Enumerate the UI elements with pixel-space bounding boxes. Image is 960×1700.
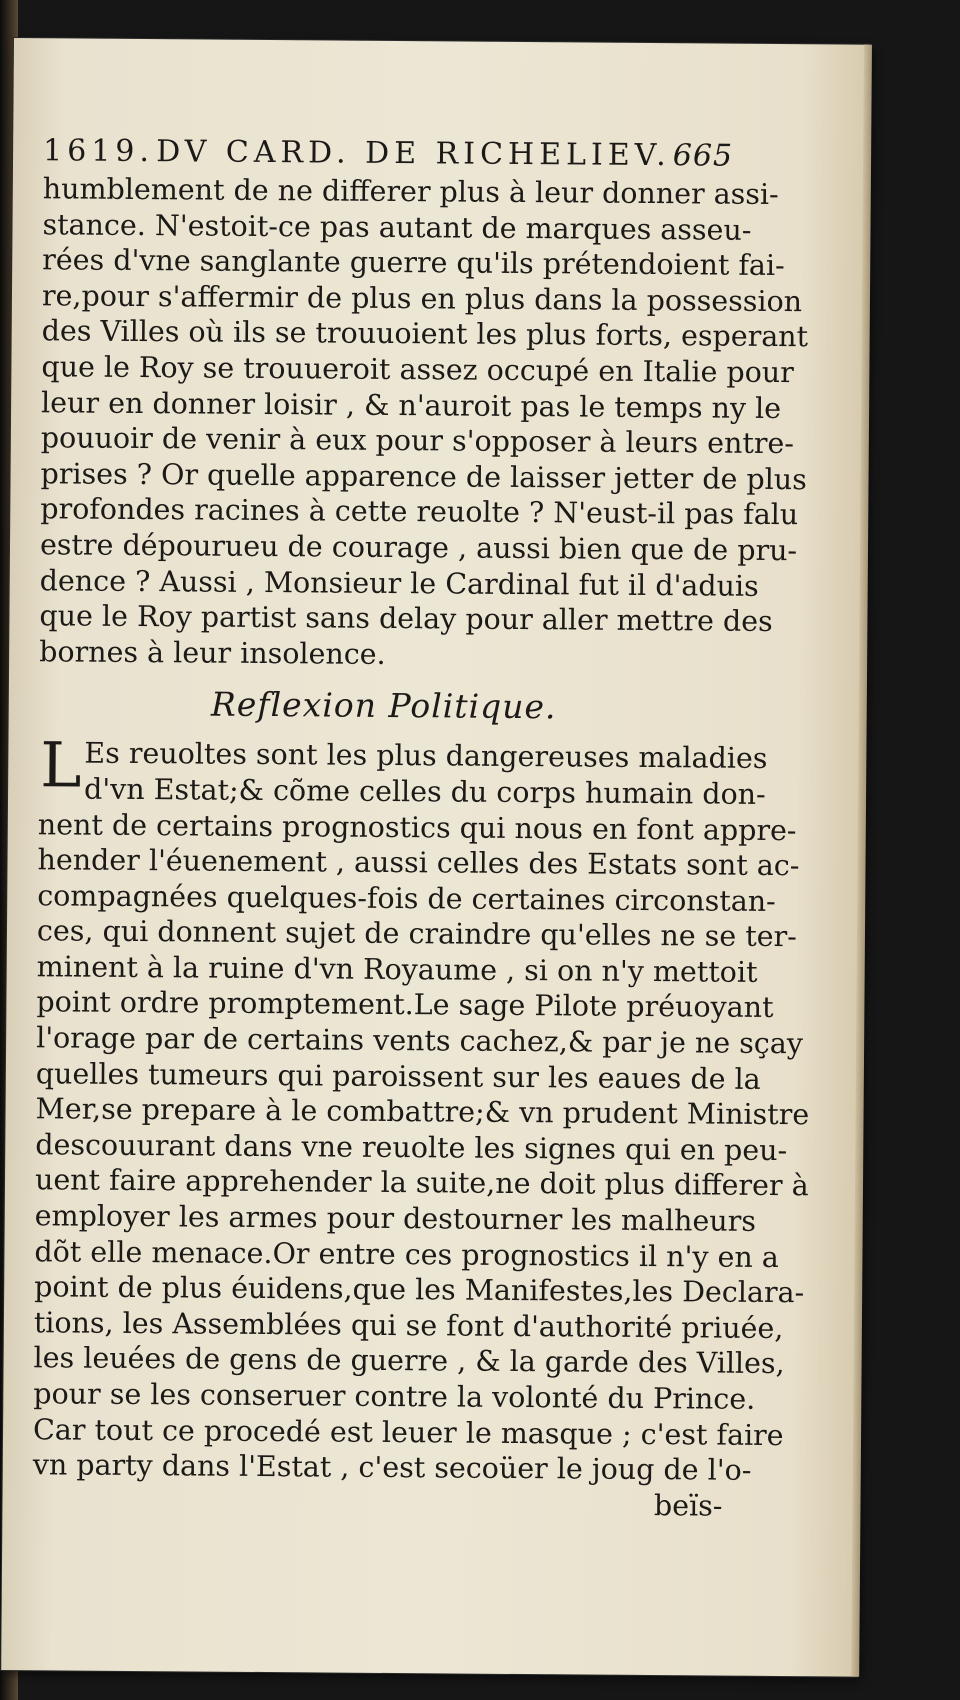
text-line: hender l'éuenement , aussi celles des Estats sont ac- bbox=[37, 843, 800, 883]
page-edge bbox=[851, 45, 872, 1677]
text-line: profondes racines à cette reuolte ? N'eust-il pas falu bbox=[40, 492, 799, 532]
section-heading: Reflexion Politique. bbox=[210, 684, 557, 727]
text-line: bornes à leur insolence. bbox=[39, 634, 386, 671]
text-line: des Villes où ils se trouuoient les plus forts, esperant bbox=[41, 314, 809, 354]
text-line: l'orage par de certains vents cachez,& par je ne sçay bbox=[36, 1021, 804, 1061]
text-line: point de plus éuidens,que les Manifestes,les Declara- bbox=[34, 1270, 805, 1310]
page-number: 665 bbox=[672, 138, 734, 174]
text-line: stance. N'estoit-ce pas autant de marques asseu- bbox=[42, 207, 752, 247]
text-line: ces, qui donnent sujet de craindre qu'elles ne se ter- bbox=[36, 914, 797, 954]
text-line: prises ? Or quelle apparence de laisser jetter de plus bbox=[40, 456, 807, 496]
text-block bbox=[32, 133, 810, 1524]
text-line: Es reuoltes sont les plus dangereuses maladies bbox=[84, 736, 768, 776]
text-line: vn party dans l'Estat , c'est secoüer le joug de l'o- bbox=[32, 1448, 752, 1488]
text-line: uent faire apprehender la suite,ne doit plus differer à bbox=[34, 1163, 809, 1203]
paragraph-1 bbox=[39, 171, 809, 675]
running-head bbox=[43, 133, 733, 176]
text-line: tions, les Assemblées qui se font d'authorité priuée, bbox=[33, 1306, 784, 1345]
text-line: dence ? Aussi , Monsieur le Cardinal fut il d'aduis bbox=[39, 563, 759, 603]
text-line: Car tout ce procedé est leuer le masque ; c'est faire bbox=[32, 1412, 784, 1452]
text-line: rées d'vne sanglante guerre qu'ils prétendoient fai- bbox=[42, 243, 785, 283]
text-line: d'vn Estat;& cõme celles du corps humain don- bbox=[83, 772, 766, 811]
text-line: descouurant dans vne reuolte les signes qui en peu- bbox=[35, 1128, 788, 1167]
text-line: re,pour s'affermir de plus en plus dans la possession bbox=[41, 279, 803, 318]
text-line: pour se les conseruer contre la volonté du Prince. bbox=[33, 1377, 756, 1416]
text-line: pouuoir de venir à eux pour s'opposer à leurs entre- bbox=[40, 421, 795, 461]
text-line: humblement de ne differer plus à leur donner assi- bbox=[42, 172, 779, 212]
text-line: Mer,se prepare à le combattre;& vn prudent Ministre bbox=[35, 1092, 810, 1132]
paragraph-2 bbox=[32, 728, 810, 1524]
text-line: estre dépourueu de courage , aussi bien que de pru- bbox=[39, 528, 798, 568]
text-line: leur en donner loisir , & n'auroit pas le temps ny le bbox=[41, 385, 782, 425]
running-head-title: DV CARD. DE RICHELIEV. bbox=[156, 134, 671, 174]
catchword: beïs- bbox=[653, 1488, 723, 1523]
running-head-year: 1619. bbox=[42, 133, 155, 170]
text-line: dõt elle menace.Or entre ces prognostics il n'y en a bbox=[34, 1234, 779, 1274]
text-line: employer les armes pour destourner les malheurs bbox=[34, 1199, 757, 1238]
text-line: les leuées de gens de guerre , & la garde des Villes, bbox=[33, 1341, 785, 1381]
text-line: nent de certains prognostics qui nous en font appre- bbox=[37, 807, 797, 847]
text-line: quelles tumeurs qui paroissent sur les eaues de la bbox=[35, 1056, 761, 1096]
drop-cap: L bbox=[40, 728, 82, 802]
text-line: compagnées quelques-fois de certaines circonstan- bbox=[37, 878, 776, 918]
text-line: que le Roy partist sans delay pour aller mettre des bbox=[39, 599, 773, 639]
text-line: minent à la ruine d'vn Royaume , si on n'y mettoit bbox=[36, 950, 758, 989]
book-page bbox=[1, 38, 870, 1677]
text-line: point ordre promptement.Le sage Pilote préuoyant bbox=[36, 985, 774, 1025]
text-line: que le Roy se trouueroit assez occupé en Italie pour bbox=[41, 350, 794, 390]
